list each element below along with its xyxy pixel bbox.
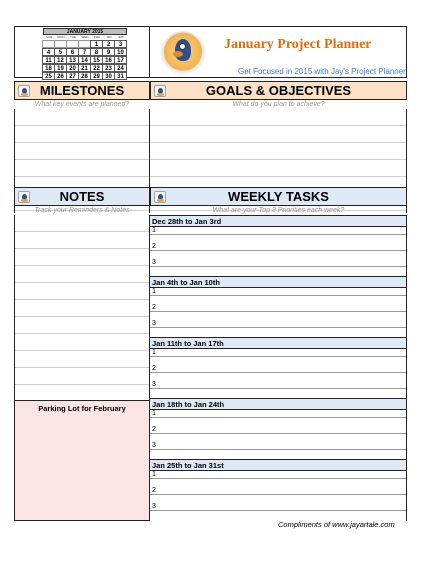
week-range-label: Jan 11th to Jan 17th [150, 337, 406, 349]
calendar-weekday: TUE [70, 35, 76, 39]
bird-eye [179, 43, 186, 50]
calendar-day: 22 [90, 64, 103, 72]
calendar-day: 19 [54, 64, 67, 72]
section-logo-icon [154, 85, 166, 97]
calendar-day: 23 [102, 64, 115, 72]
notes-area[interactable] [14, 215, 150, 400]
note-line[interactable] [15, 266, 149, 283]
calendar-day: 13 [66, 56, 79, 64]
calendar-day: 21 [78, 64, 91, 72]
goal-line[interactable] [150, 160, 406, 177]
calendar-title: JANUARY 2015 [43, 28, 127, 35]
calendar-weekday: SUN [45, 35, 53, 39]
note-line[interactable] [15, 249, 149, 266]
section-logo-icon [18, 191, 30, 203]
task-line[interactable]: 1 [150, 280, 406, 296]
calendar-day: 26 [54, 72, 67, 80]
weekly-tasks-prompt: What are your Top 3 Priorities each week? [212, 207, 345, 214]
note-line[interactable] [15, 368, 149, 385]
task-line[interactable]: 3 [150, 251, 406, 267]
calendar-day: 28 [78, 72, 91, 80]
calendar-panel [14, 26, 150, 78]
mini-calendar [43, 28, 127, 80]
notes-title: NOTES [59, 189, 105, 204]
section-logo-icon [18, 85, 30, 97]
goals-prompt: What do you plan to achieve? [232, 101, 325, 108]
calendar-day: 16 [102, 56, 115, 64]
calendar-day: 5 [54, 48, 67, 56]
footer-credit: Compliments of www.jayartale.com [278, 520, 395, 529]
title-panel [150, 26, 407, 78]
milestones-prompt: What key events are planned? [34, 101, 130, 108]
week-range-label: Dec 28th to Jan 3rd [150, 215, 406, 227]
calendar-day: 10 [114, 48, 127, 56]
goal-line[interactable] [150, 126, 406, 143]
notes-prompt: Track your Reminders & Notes [34, 207, 130, 214]
section-logo-icon [154, 191, 166, 203]
notes-header [14, 187, 150, 206]
calendar-weekday: FRI [106, 35, 112, 39]
note-line[interactable] [15, 283, 149, 300]
task-line[interactable]: 1 [150, 341, 406, 357]
calendar-weekday: MON [57, 35, 65, 39]
task-line[interactable]: 1 [150, 463, 406, 479]
task-line[interactable]: 2 [150, 418, 406, 434]
note-line[interactable] [15, 334, 149, 351]
notes-lines [15, 215, 149, 402]
task-line[interactable]: 2 [150, 357, 406, 373]
task-line[interactable]: 1 [150, 402, 406, 418]
parking-lot-label: Parking Lot for February [38, 404, 126, 413]
calendar-day: 2 [102, 40, 115, 48]
calendar-day: 9 [102, 48, 115, 56]
calendar-day: 6 [66, 48, 79, 56]
calendar-day: 30 [102, 72, 115, 80]
goal-line[interactable] [150, 143, 406, 160]
weekly-tasks-header [150, 187, 407, 206]
calendar-day: 15 [90, 56, 103, 64]
week-range-label: Jan 25th to Jan 31st [150, 459, 406, 471]
calendar-weekday: SAT [118, 35, 124, 39]
calendar-weekday: WED [81, 35, 89, 39]
calendar-day: 8 [90, 48, 103, 56]
task-line[interactable]: 2 [150, 235, 406, 251]
calendar-day: 29 [90, 72, 103, 80]
task-line[interactable]: 1 [150, 219, 406, 235]
calendar-day: 1 [90, 40, 103, 48]
calendar-day: 7 [78, 48, 91, 56]
task-line[interactable]: 3 [150, 495, 406, 511]
calendar-days [43, 40, 127, 80]
milestone-line[interactable] [15, 109, 149, 126]
calendar-day: 25 [42, 72, 55, 80]
note-line[interactable] [15, 351, 149, 368]
milestones-header [14, 81, 150, 100]
milestone-line[interactable] [15, 143, 149, 160]
calendar-day: 12 [54, 56, 67, 64]
milestone-line[interactable] [15, 160, 149, 177]
goals-header [150, 81, 407, 100]
calendar-day: 31 [114, 72, 127, 80]
calendar-weekday: THU [93, 35, 101, 39]
note-line[interactable] [15, 232, 149, 249]
task-line[interactable]: 3 [150, 373, 406, 389]
calendar-day: 24 [114, 64, 127, 72]
week-range-label: Jan 4th to Jan 10th [150, 276, 406, 288]
weekly-tasks-title: WEEKLY TASKS [228, 189, 329, 204]
task-line[interactable]: 3 [150, 312, 406, 328]
calendar-day: 17 [114, 56, 127, 64]
calendar-day: 18 [42, 64, 55, 72]
calendar-day: 20 [66, 64, 79, 72]
weekly-tasks-area [150, 215, 407, 521]
calendar-day: 27 [66, 72, 79, 80]
jayartale-logo-icon [160, 31, 206, 77]
milestone-line[interactable] [15, 126, 149, 143]
task-line[interactable]: 2 [150, 296, 406, 312]
page-title: January Project Planner [224, 37, 372, 52]
goals-title: GOALS & OBJECTIVES [205, 83, 352, 98]
note-line[interactable] [15, 215, 149, 232]
calendar-day: 14 [78, 56, 91, 64]
bird-beak [173, 51, 183, 57]
parking-lot-area[interactable] [14, 400, 150, 521]
page-subtitle: Get Focused in 2015 with Jay's Project Planner [238, 67, 406, 76]
calendar-day: 11 [42, 56, 55, 64]
week-range-label: Jan 18th to Jan 24th [150, 398, 406, 410]
task-line[interactable]: 2 [150, 479, 406, 495]
calendar-day: 3 [114, 40, 127, 48]
goal-line[interactable] [150, 109, 406, 126]
note-line[interactable] [15, 317, 149, 334]
milestones-title: MILESTONES [39, 83, 125, 98]
calendar-day: 4 [42, 48, 55, 56]
task-line[interactable]: 3 [150, 434, 406, 450]
note-line[interactable] [15, 300, 149, 317]
